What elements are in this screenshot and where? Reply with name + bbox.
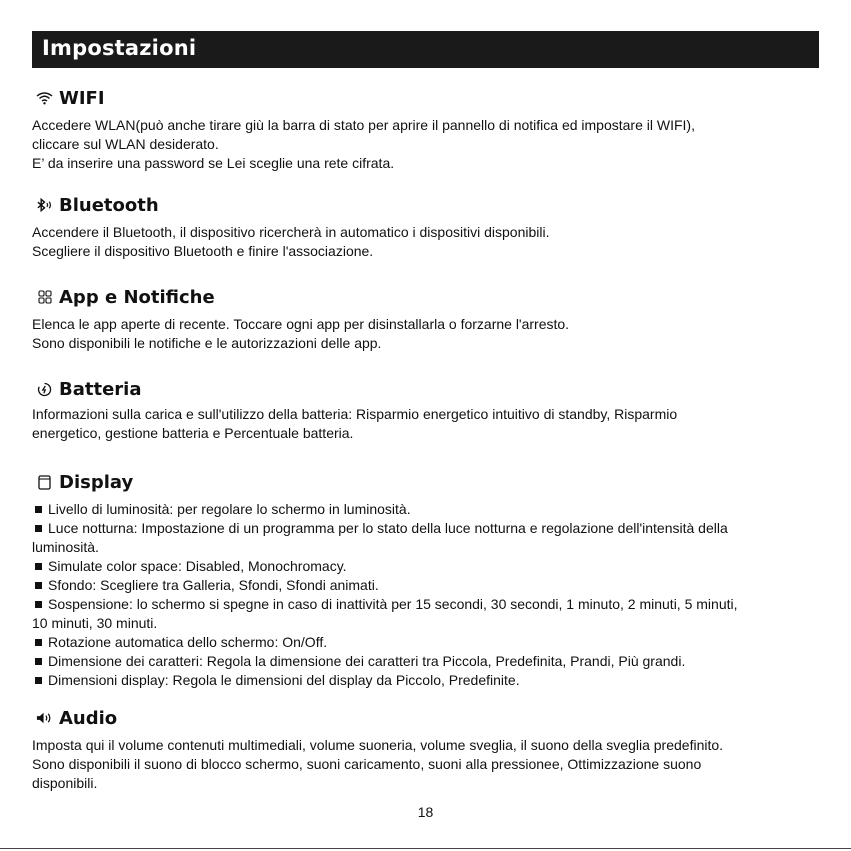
bullet-marker [35, 677, 42, 684]
text-line: Scegliere il dispositivo Bluetooth e finire l'associazione. [32, 243, 374, 259]
list-item: Livello di luminosità: per regolare lo schermo in luminosità. [32, 500, 832, 519]
text-line: disponibili. [32, 775, 98, 791]
battery-icon [36, 381, 53, 398]
list-item: Rotazione automatica dello schermo: On/Off. [32, 633, 832, 652]
list-item-continuation: luminosità. [32, 539, 99, 555]
text-line: Sono disponibili le notifiche e le autorizzazioni delle app. [32, 335, 382, 351]
section-heading-apps [36, 285, 215, 309]
header-bar [32, 31, 819, 68]
section-title-display: Display [59, 471, 134, 493]
list-item: Dimensioni display: Regola le dimensioni del display da Piccolo, Predefinite. [32, 671, 832, 690]
wifi-icon [36, 90, 53, 107]
section-heading-battery [36, 377, 141, 401]
list-item: Simulate color space: Disabled, Monochromacy. [32, 557, 832, 576]
list-item: Sfondo: Scegliere tra Galleria, Sfondi, Sfondi animati. [32, 576, 832, 595]
audio-description [32, 736, 832, 793]
list-item: Dimensione dei caratteri: Regola la dimensione dei caratteri tra Piccola, Predefinita, Prandi, Più grandi. [32, 652, 832, 671]
section-title-wifi: WIFI [59, 87, 105, 109]
text-line: Sono disponibili il suono di blocco schermo, suoni caricamento, suoni alla pressionee, Ottimizzazione suono [32, 756, 702, 772]
bottom-divider [0, 848, 851, 849]
text-line: E’ da inserire una password se Lei sceglie una rete cifrata. [32, 155, 395, 171]
page-title: Impostazioni [42, 36, 197, 60]
text-line: Informazioni sulla carica e sull'utilizzo della batteria: Risparmio energetico intuitivo di standby, Risparmio [32, 406, 678, 422]
bullet-marker [35, 601, 42, 608]
list-item-continuation: 10 minuti, 30 minuti. [32, 615, 158, 631]
bullet-marker [35, 525, 42, 532]
text-line: cliccare sul WLAN desiderato. [32, 136, 219, 152]
list-item: Sospensione: lo schermo si spegne in caso di inattività per 15 secondi, 30 secondi, 1 minuto, 2 minuti, 5 minuti, [32, 595, 832, 614]
section-heading-bluetooth [36, 193, 159, 217]
bluetooth-description [32, 223, 832, 261]
bullet-marker [35, 582, 42, 589]
section-title-audio: Audio [59, 707, 118, 729]
text-line: Elenca le app aperte di recente. Toccare ogni app per disinstallarla o forzarne l'arresto. [32, 316, 570, 332]
apps-grid-icon [36, 289, 53, 306]
text-line: energetico, gestione batteria e Percentuale batteria. [32, 425, 354, 441]
text-line: Accedere WLAN(può anche tirare giù la barra di stato per aprire il pannello di notifica ed impostare il WIFI), [32, 117, 695, 133]
bullet-marker [35, 563, 42, 570]
section-heading-audio [36, 706, 117, 730]
text-line: Imposta qui il volume contenuti multimediali, volume suoneria, volume sveglia, il suono della sveglia predefinito. [32, 737, 724, 753]
wifi-description [32, 116, 832, 173]
apps-description [32, 315, 832, 353]
list-item: Luce notturna: Impostazione di un programma per lo stato della luce notturna e regolazione dell'intensità della [32, 519, 832, 538]
battery-description [32, 405, 832, 443]
bullet-marker [35, 658, 42, 665]
section-title-bluetooth: Bluetooth [59, 194, 159, 216]
display-icon [36, 474, 53, 491]
section-heading-display [36, 470, 133, 494]
page-number: 18 [417, 804, 434, 820]
section-title-battery: Batteria [59, 378, 142, 400]
bluetooth-icon [36, 197, 53, 214]
display-description [32, 500, 832, 690]
section-heading-wifi [36, 86, 105, 110]
bullet-marker [35, 506, 42, 513]
bullet-marker [35, 639, 42, 646]
section-title-apps: App e Notifiche [59, 286, 215, 308]
speaker-icon [36, 710, 53, 727]
text-line: Accendere il Bluetooth, il dispositivo ricercherà in automatico i dispositivi disponibili. [32, 224, 550, 240]
